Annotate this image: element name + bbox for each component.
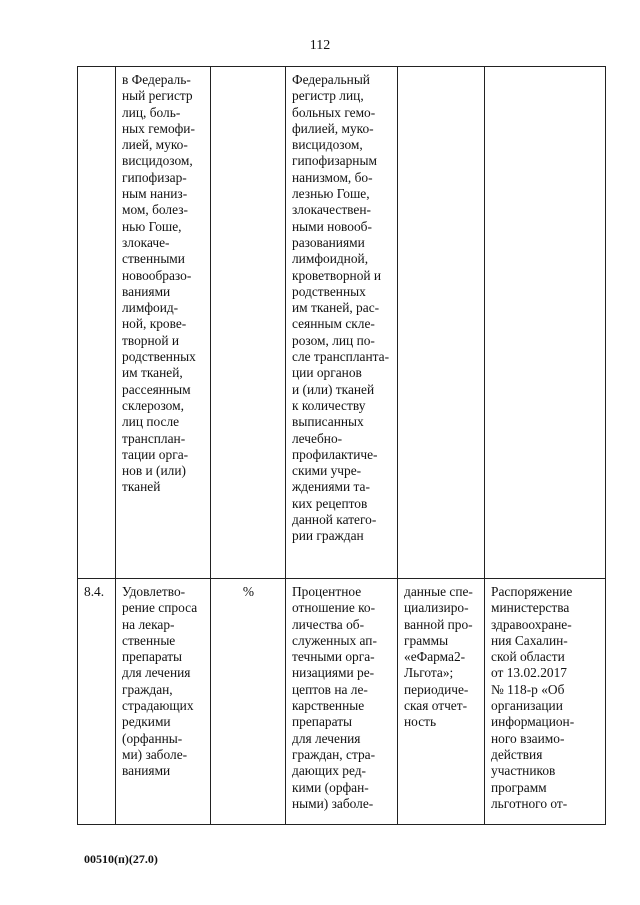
unit-cell <box>211 579 286 825</box>
unit-text: % <box>242 584 255 599</box>
method-text: Процентное отношение ко- личества об- служенных ап- течными орга- низациями ре- цептов на ле- карственные препараты для лечения граждан, стра- дающих ред- кими (орфан- ными) заболе- <box>292 584 377 811</box>
indicator-cell <box>116 579 211 825</box>
unit-cell <box>211 67 286 579</box>
document-code: 00510(п)(27.0) <box>84 852 158 866</box>
method-cell <box>286 579 398 825</box>
basis-text: Распоряжение министерства здравоохране- ния Сахалин- ской области от 13.02.2017 № 118-р «Об организации информацион- ного взаимо- действия участников программ льготного от- <box>491 584 575 811</box>
page-number: 112 <box>309 38 331 53</box>
indicators-table <box>77 66 606 825</box>
basis-cell <box>485 67 606 579</box>
indicator-text: Удовлетво- рение спроса на лекар- ственные препараты для лечения граждан, страдающих редкими (орфанны- ми) заболе- ваниями <box>122 584 198 779</box>
table-row <box>78 67 606 579</box>
method-text: Федеральный регистр лиц, больных гемо- филией, муко- висцидозом, гипофизарным нанизмом, бо- лезнью Гоше, злокачествен- ными новооб- разованиями лимфоидной, кроветворной и родственных им тканей, рас- сеянным скле- розом, лиц по- сле транспланта- ции органов и (или) тканей к количеству выписанных лечебно- профилактиче- скими учре- ждениями та- ких рецептов данной катего- рии граждан <box>292 72 390 544</box>
indicator-text: в Федераль- ный регистр лиц, боль- ных гемофи- лией, муко- висцидозом, гипофизар- ным наниз- мом, болез- нью Гоше, злокаче- ственными новообразо- ваниями лимфоид- ной, крове- творной и родственных им тканей, рассеянным склерозом, лиц после трансплан- тации орга- нов и (или) тканей <box>122 72 196 495</box>
row-number-cell <box>78 579 116 825</box>
source-text: данные спе- циализиро- ванной про- граммы «еФарма2- Льгота»; периодиче- ская отчет- ность <box>404 584 473 730</box>
indicator-cell <box>116 67 211 579</box>
basis-cell <box>485 579 606 825</box>
method-cell <box>286 67 398 579</box>
row-number-cell <box>78 67 116 579</box>
table-row <box>78 579 606 825</box>
source-cell <box>398 67 485 579</box>
source-cell <box>398 579 485 825</box>
row-number: 8.4. <box>84 584 105 599</box>
